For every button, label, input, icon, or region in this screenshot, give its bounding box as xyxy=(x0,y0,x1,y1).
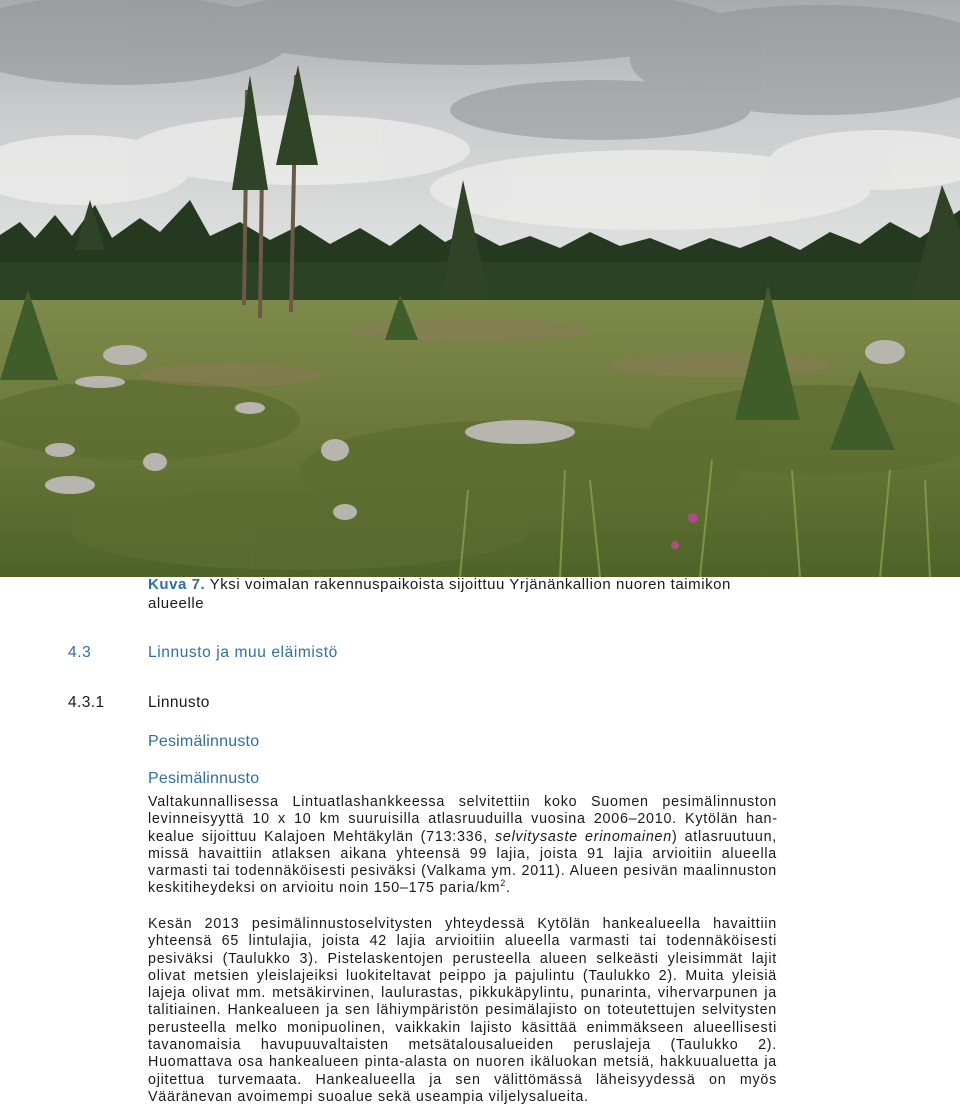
section-number: 4.3 xyxy=(68,644,92,661)
paragraph-survey: Kesän 2013 pesimälinnustoselvitysten yhteydessä Kytölän hankealueella havaittiin yhteensä 65 lintulajia, joista 42 lajia arvioitiin alueella varmasti tai todennäköisesti pesiväksi (Taulukko 3). Pistelaskentojen perusteella alueen selkeästi yleisimmät lajit olivat metsien yleislajeiksi luokiteltavat peippo ja pajulintu (Taulukko 2). Muita yleisiä lajeja olivat mm. metsäkirvinen, laulurastas, pikkukäpylintu, punarinta, vihervarpunen ja talitiainen. Hankealueen ja sen lähiympäristön pesimälajisto on toteutettujen selvitysten perusteella melko monipuolinen, vaikkakin lajisto käsittää enimmäkseen alueellisesti tavanomaisia havupuuvaltaisten metsätalousalueiden peruslajeja (Taulukko 2). Huomattava osa hankealueen pinta-alasta on nuoren ikäluokan metsiä, hakkuualuetta ja ojitettua turvemaata. Hankealueella ja sen välittömässä läheisyydessä on myös Vääränevan avoimempi suoalue sekä useampia viljelysalueita. xyxy=(148,916,777,1105)
section-title: Linnusto ja muu eläimistö xyxy=(148,644,338,661)
caption-text: Yksi voimalan rakennuspaikoista sijoittuu Yrjänänkallion nuoren taimikon alueelle xyxy=(148,576,731,612)
paragraph-atlas-part2: ) atlasruutuun, missä havaittiin atlaksen aikana yhteensä 99 lajia, joista 91 lajia arvioitiin alueella varmasti tai todennäköisesti pesiväksi (Valkama ym. 2011). Alueen pesivän maalinnuston keskitiheydeksi on arvioitu noin 150–175 paria/km xyxy=(148,828,777,897)
subsection-number: 4.3.1 xyxy=(68,694,105,711)
subheading-second: Pesimälinnusto xyxy=(148,770,260,787)
subheading-first: Pesimälinnusto xyxy=(148,733,260,750)
figure-caption xyxy=(148,575,788,613)
paragraph-atlas xyxy=(148,794,777,898)
caption-label: Kuva 7. xyxy=(148,576,206,593)
superscript-exponent: 2 xyxy=(500,878,507,889)
paragraph-atlas-part1: Valtakunnallisessa Lintuatlashankkeessa selvitettiin koko Suomen pesimälinnuston levinneisyyttä 10 x 10 km suuruisilla atlasruuduilla vuosina 2006–2010. Kytölän hankealue sijoittuu Kalajoen Mehtäkylän (713:336, xyxy=(148,794,777,845)
survey-level-italic: selvitysaste erinomainen xyxy=(494,828,672,845)
subsection-title: Linnusto xyxy=(148,694,210,711)
paragraph-atlas-part3: . xyxy=(506,880,511,897)
